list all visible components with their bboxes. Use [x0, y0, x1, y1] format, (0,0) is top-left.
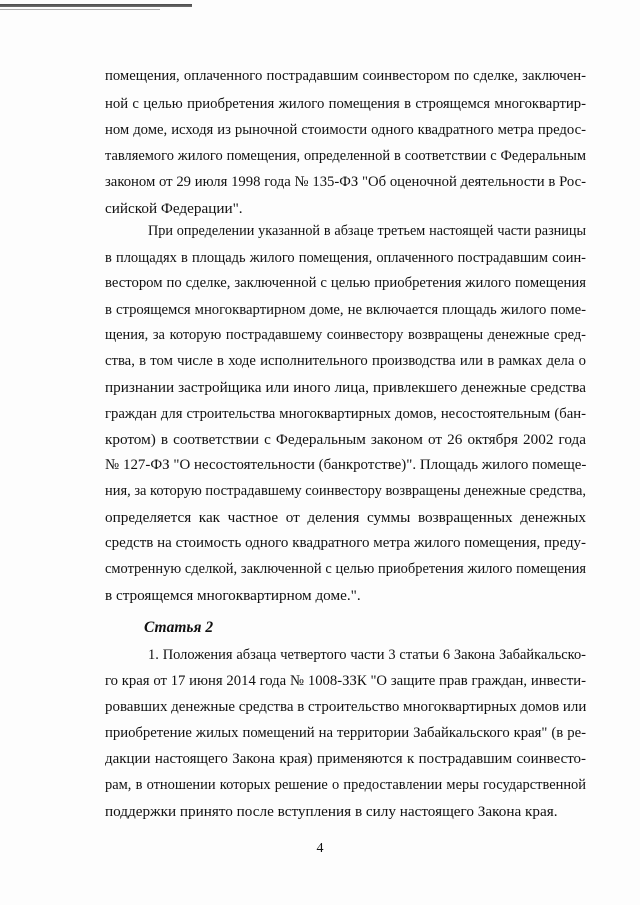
scan-edge-mark [0, 4, 192, 7]
text-line: 1. Положения абзаца четвертого части 3 статьи 6 Закона Забайкальско- [148, 647, 586, 663]
text-line: кротом) в соответствии с Федеральным законом от 26 октября 2002 года [105, 431, 586, 448]
text-line: ной с целью приобретения жилого помещения в строящемся многоквартир- [105, 96, 586, 112]
text-line: поддержки принято после вступления в силу настоящего Закона края. [105, 803, 558, 820]
text-line: в строящемся многоквартирном доме, не включается площадь жилого поме- [105, 302, 586, 318]
text-line: средств на стоимость одного квадратного метра жилого помещения, преду- [105, 535, 586, 551]
text-line: вестором по сделке, заключенной с целью приобретения жилого помещения [105, 275, 586, 291]
text-line: помещения, оплаченного пострадавшим соинвестором по сделке, заключен- [105, 68, 586, 84]
article-heading: Статья 2 [144, 619, 214, 636]
text-line: го края от 17 июня 2014 года № 1008-ЗЗК "О защите прав граждан, инвести- [105, 673, 586, 689]
text-line: № 127-ФЗ "О несостоятельности (банкротстве)". Площадь жилого помеще- [105, 457, 587, 473]
text-line: определяется как частное от деления суммы возвращенных денежных [105, 509, 586, 526]
text-line: дакции настоящего Закона края) применяются к пострадавшим соинвесто- [105, 751, 586, 767]
text-line: тавляемого жилого помещения, определенной в соответствии с Федеральным [105, 148, 586, 164]
text-line: смотренную сделкой, заключенной с целью приобретения жилого помещения [105, 561, 586, 577]
text-line: сийской Федерации". [105, 200, 243, 217]
text-line: признании застройщика или иного лица, привлекшего денежные средства [105, 379, 586, 396]
text-line: граждан для строительства многоквартирных домов, несостоятельным (бан- [105, 406, 586, 422]
text-line: щения, за которую пострадавшему соинвестору возвращены денежные сред- [105, 327, 586, 343]
text-line: приобретение жилых помещений на территории Забайкальского края" (в ре- [105, 725, 586, 741]
page-number: 4 [316, 841, 324, 856]
text-line: в строящемся многоквартирном доме.". [105, 587, 361, 604]
text-line: ровавших денежные средства в строительство многоквартирных домов или [105, 699, 587, 715]
text-line: ства, в том числе в ходе исполнительного производства или в рамках дела о [105, 353, 586, 369]
text-line: законом от 29 июля 1998 года № 135-ФЗ "Об оценочной деятельности в Рос- [105, 174, 586, 190]
text-line: ном доме, исходя из рыночной стоимости одного квадратного метра предос- [105, 122, 586, 138]
text-line: в площадях в площадь жилого помещения, оплаченного пострадавшим соин- [105, 250, 586, 266]
text-line: ния, за которую пострадавшему соинвестору возвращены денежные средства, [105, 483, 586, 499]
text-line: При определении указанной в абзаце третьем настоящей части разницы [148, 223, 586, 239]
scan-edge-mark-thin [0, 9, 160, 10]
text-line: рам, в отношении которых решение о предоставлении меры государственной [105, 777, 586, 793]
